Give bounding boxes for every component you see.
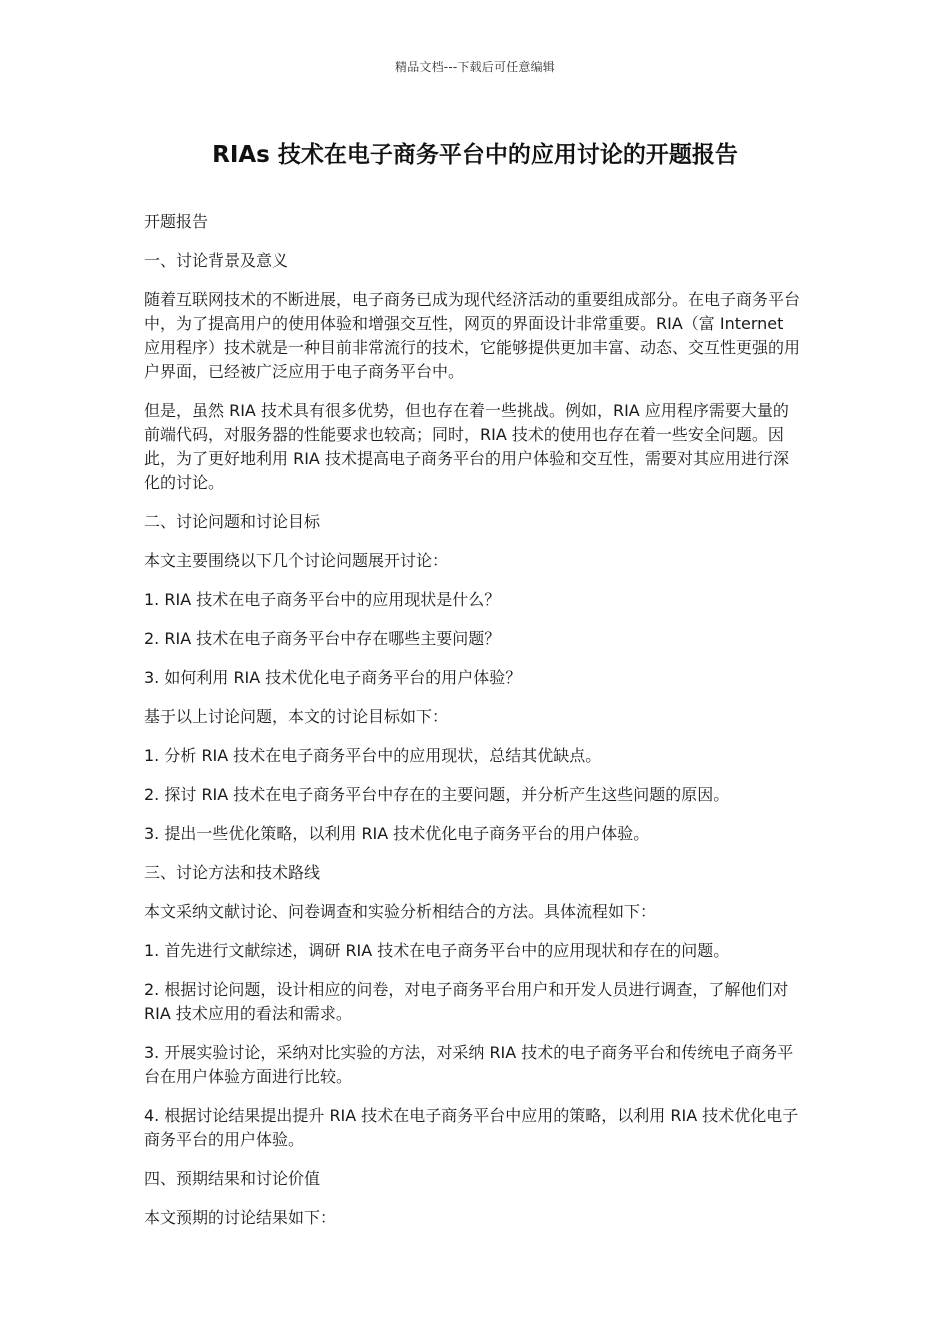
question-item: 3. 如何利用 RIA 技术优化电子商务平台的用户体验？ <box>144 668 522 687</box>
question-item: 1. RIA 技术在电子商务平台中的应用现状是什么？ <box>144 590 501 609</box>
goal-item: 2. 探讨 RIA 技术在电子商务平台中存在的主要问题，并分析产生这些问题的原因。 <box>144 785 730 804</box>
background-paragraph: 随着互联网技术的不断进展，电子商务已成为现代经济活动的重要组成部分。在电子商务平台中，为了提高用户的使用体验和增强交互性，网页的界面设计非常重要。RIA（富 Internet 应用程序）技术就是一种目前非常流行的技术，它能够提供更加丰富、动态、交互性更强的用户界面，已经被广泛应用于电子商务平台中。 <box>144 290 801 381</box>
goal-item: 3. 提出一些优化策略，以利用 RIA 技术优化电子商务平台的用户体验。 <box>144 824 650 843</box>
method-step: 2. 根据讨论问题，设计相应的问卷，对电子商务平台用户和开发人员进行调查，了解他们对 RIA 技术应用的看法和需求。 <box>144 980 789 1023</box>
goal-item: 1. 分析 RIA 技术在电子商务平台中的应用现状，总结其优缺点。 <box>144 746 602 765</box>
methods-intro: 本文采纳文献讨论、问卷调查和实验分析相结合的方法。具体流程如下： <box>144 902 657 921</box>
section-label: 开题报告 <box>144 212 209 231</box>
challenges-paragraph: 但是，虽然 RIA 技术具有很多优势，但也存在着一些挑战。例如，RIA 应用程序需要大量的前端代码，对服务器的性能要求也较高；同时，RIA 技术的使用也存在着一些安全问题。因此，为了更好地利用 RIA 技术提高电子商务平台的用户体验和交互性，需要对其应用进行深化的讨论。 <box>144 401 789 492</box>
section-heading-background: 一、讨论背景及意义 <box>144 251 289 270</box>
question-item: 2. RIA 技术在电子商务平台中存在哪些主要问题？ <box>144 629 501 648</box>
goals-intro: 基于以上讨论问题，本文的讨论目标如下： <box>144 707 449 726</box>
section-heading-results: 四、预期结果和讨论价值 <box>144 1169 321 1188</box>
document-title: RIAs 技术在电子商务平台中的应用讨论的开题报告 <box>212 142 738 168</box>
header-note: 精品文档---下载后可任意编辑 <box>395 60 555 74</box>
method-step: 4. 根据讨论结果提出提升 RIA 技术在电子商务平台中应用的策略，以利用 RIA 技术优化电子商务平台的用户体验。 <box>144 1106 799 1149</box>
method-step: 1. 首先进行文献综述，调研 RIA 技术在电子商务平台中的应用现状和存在的问题。 <box>144 941 730 960</box>
section-heading-methods: 三、讨论方法和技术路线 <box>144 863 321 882</box>
questions-intro: 本文主要围绕以下几个讨论问题展开讨论： <box>144 551 449 570</box>
method-step: 3. 开展实验讨论，采纳对比实验的方法，对采纳 RIA 技术的电子商务平台和传统电子商务平台在用户体验方面进行比较。 <box>144 1043 794 1086</box>
section-heading-questions: 二、讨论问题和讨论目标 <box>144 512 321 531</box>
results-intro: 本文预期的讨论结果如下： <box>144 1208 337 1227</box>
document-body <box>144 210 804 1245</box>
